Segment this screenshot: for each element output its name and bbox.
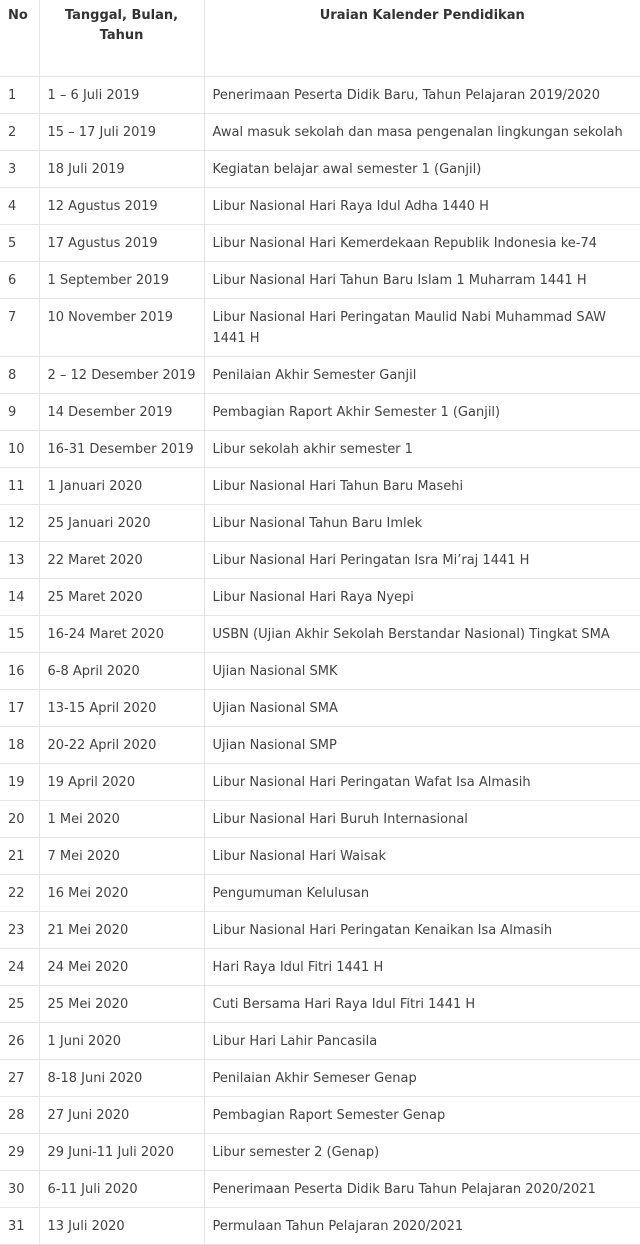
row-description: Penerimaan Peserta Didik Baru Tahun Pelajaran 2020/2021: [204, 1171, 640, 1208]
row-date: 16-24 Maret 2020: [39, 616, 204, 653]
row-number: 24: [0, 949, 39, 986]
table-header-row: [0, 0, 640, 77]
row-description: Pengumuman Kelulusan: [204, 875, 640, 912]
row-number: 20: [0, 801, 39, 838]
row-number: 11: [0, 468, 39, 505]
row-date: 7 Mei 2020: [39, 838, 204, 875]
row-date: 16-31 Desember 2019: [39, 431, 204, 468]
row-date: 25 Januari 2020: [39, 505, 204, 542]
row-description: Permulaan Tahun Pelajaran 2020/2021: [204, 1208, 640, 1245]
row-number: 6: [0, 262, 39, 299]
row-date: 15 – 17 Juli 2019: [39, 114, 204, 151]
table-row: [0, 653, 640, 690]
table-row: [0, 1023, 640, 1060]
row-description: Libur Nasional Hari Tahun Baru Masehi: [204, 468, 640, 505]
row-number: 4: [0, 188, 39, 225]
row-number: 27: [0, 1060, 39, 1097]
table-row: [0, 1060, 640, 1097]
row-date: 6-8 April 2020: [39, 653, 204, 690]
row-description: Libur sekolah akhir semester 1: [204, 431, 640, 468]
table-row: [0, 357, 640, 394]
row-description: Libur Nasional Hari Peringatan Kenaikan Isa Almasih: [204, 912, 640, 949]
row-description: Cuti Bersama Hari Raya Idul Fitri 1441 H: [204, 986, 640, 1023]
row-date: 2 – 12 Desember 2019: [39, 357, 204, 394]
table-row: [0, 77, 640, 114]
row-number: 30: [0, 1171, 39, 1208]
table-row: [0, 727, 640, 764]
table-row: [0, 262, 640, 299]
table-row: [0, 838, 640, 875]
row-date: 14 Desember 2019: [39, 394, 204, 431]
row-date: 1 Januari 2020: [39, 468, 204, 505]
table-row: [0, 1097, 640, 1134]
table-row: [0, 505, 640, 542]
table-row: [0, 114, 640, 151]
row-number: 18: [0, 727, 39, 764]
table-row: [0, 690, 640, 727]
row-number: 14: [0, 579, 39, 616]
row-description: Libur Nasional Hari Raya Nyepi: [204, 579, 640, 616]
row-date: 25 Maret 2020: [39, 579, 204, 616]
row-number: 8: [0, 357, 39, 394]
row-number: 19: [0, 764, 39, 801]
row-date: 18 Juli 2019: [39, 151, 204, 188]
row-number: 1: [0, 77, 39, 114]
row-date: 27 Juni 2020: [39, 1097, 204, 1134]
table-row: [0, 542, 640, 579]
row-description: Libur Nasional Hari Peringatan Maulid Nabi Muhammad SAW 1441 H: [204, 299, 640, 357]
row-date: 22 Maret 2020: [39, 542, 204, 579]
table-row: [0, 299, 640, 357]
row-description: Libur Nasional Hari Raya Idul Adha 1440 H: [204, 188, 640, 225]
row-number: 2: [0, 114, 39, 151]
row-number: 31: [0, 1208, 39, 1245]
row-description: Awal masuk sekolah dan masa pengenalan lingkungan sekolah: [204, 114, 640, 151]
table-row: [0, 1171, 640, 1208]
row-date: 1 Mei 2020: [39, 801, 204, 838]
table-row: [0, 394, 640, 431]
row-description: Libur Nasional Hari Buruh Internasional: [204, 801, 640, 838]
row-number: 13: [0, 542, 39, 579]
row-description: Ujian Nasional SMA: [204, 690, 640, 727]
row-number: 28: [0, 1097, 39, 1134]
table-row: [0, 579, 640, 616]
row-description: Hari Raya Idul Fitri 1441 H: [204, 949, 640, 986]
row-number: 17: [0, 690, 39, 727]
table-row: [0, 468, 640, 505]
header-description: Uraian Kalender Pendidikan: [204, 0, 640, 77]
row-date: 24 Mei 2020: [39, 949, 204, 986]
table-row: [0, 188, 640, 225]
row-number: 7: [0, 299, 39, 357]
row-date: 20-22 April 2020: [39, 727, 204, 764]
row-description: Libur Nasional Hari Peringatan Wafat Isa Almasih: [204, 764, 640, 801]
row-description: Kegiatan belajar awal semester 1 (Ganjil): [204, 151, 640, 188]
row-description: Libur semester 2 (Genap): [204, 1134, 640, 1171]
row-description: Libur Nasional Hari Peringatan Isra Mi’raj 1441 H: [204, 542, 640, 579]
row-date: 13 Juli 2020: [39, 1208, 204, 1245]
row-date: 10 November 2019: [39, 299, 204, 357]
row-description: Libur Nasional Hari Waisak: [204, 838, 640, 875]
row-date: 29 Juni-11 Juli 2020: [39, 1134, 204, 1171]
row-description: Ujian Nasional SMP: [204, 727, 640, 764]
row-date: 25 Mei 2020: [39, 986, 204, 1023]
header-no: No: [0, 0, 39, 77]
table-row: [0, 431, 640, 468]
row-number: 16: [0, 653, 39, 690]
table-row: [0, 912, 640, 949]
table-row: [0, 949, 640, 986]
row-number: 3: [0, 151, 39, 188]
table-row: [0, 875, 640, 912]
row-number: 12: [0, 505, 39, 542]
table-row: [0, 616, 640, 653]
row-description: Pembagian Raport Semester Genap: [204, 1097, 640, 1134]
table-row: [0, 225, 640, 262]
table-row: [0, 986, 640, 1023]
header-date: Tanggal, Bulan, Tahun: [39, 0, 204, 77]
row-description: Penerimaan Peserta Didik Baru, Tahun Pelajaran 2019/2020: [204, 77, 640, 114]
table-row: [0, 801, 640, 838]
row-number: 9: [0, 394, 39, 431]
row-description: Ujian Nasional SMK: [204, 653, 640, 690]
row-description: Libur Nasional Tahun Baru Imlek: [204, 505, 640, 542]
row-date: 1 – 6 Juli 2019: [39, 77, 204, 114]
row-number: 25: [0, 986, 39, 1023]
row-description: Penilaian Akhir Semester Ganjil: [204, 357, 640, 394]
row-number: 21: [0, 838, 39, 875]
row-date: 16 Mei 2020: [39, 875, 204, 912]
table-row: [0, 1208, 640, 1245]
row-number: 5: [0, 225, 39, 262]
row-number: 26: [0, 1023, 39, 1060]
row-date: 8-18 Juni 2020: [39, 1060, 204, 1097]
row-date: 6-11 Juli 2020: [39, 1171, 204, 1208]
table-row: [0, 764, 640, 801]
row-date: 1 September 2019: [39, 262, 204, 299]
row-number: 29: [0, 1134, 39, 1171]
row-description: USBN (Ujian Akhir Sekolah Berstandar Nasional) Tingkat SMA: [204, 616, 640, 653]
row-number: 23: [0, 912, 39, 949]
table-row: [0, 1134, 640, 1171]
row-date: 12 Agustus 2019: [39, 188, 204, 225]
row-date: 1 Juni 2020: [39, 1023, 204, 1060]
row-description: Libur Nasional Hari Kemerdekaan Republik Indonesia ke-74: [204, 225, 640, 262]
row-date: 13-15 April 2020: [39, 690, 204, 727]
row-description: Libur Nasional Hari Tahun Baru Islam 1 Muharram 1441 H: [204, 262, 640, 299]
row-date: 21 Mei 2020: [39, 912, 204, 949]
table-row: [0, 151, 640, 188]
row-description: Pembagian Raport Akhir Semester 1 (Ganjil): [204, 394, 640, 431]
row-description: Libur Hari Lahir Pancasila: [204, 1023, 640, 1060]
row-number: 15: [0, 616, 39, 653]
row-number: 10: [0, 431, 39, 468]
row-date: 17 Agustus 2019: [39, 225, 204, 262]
row-description: Penilaian Akhir Semeser Genap: [204, 1060, 640, 1097]
row-number: 22: [0, 875, 39, 912]
row-date: 19 April 2020: [39, 764, 204, 801]
